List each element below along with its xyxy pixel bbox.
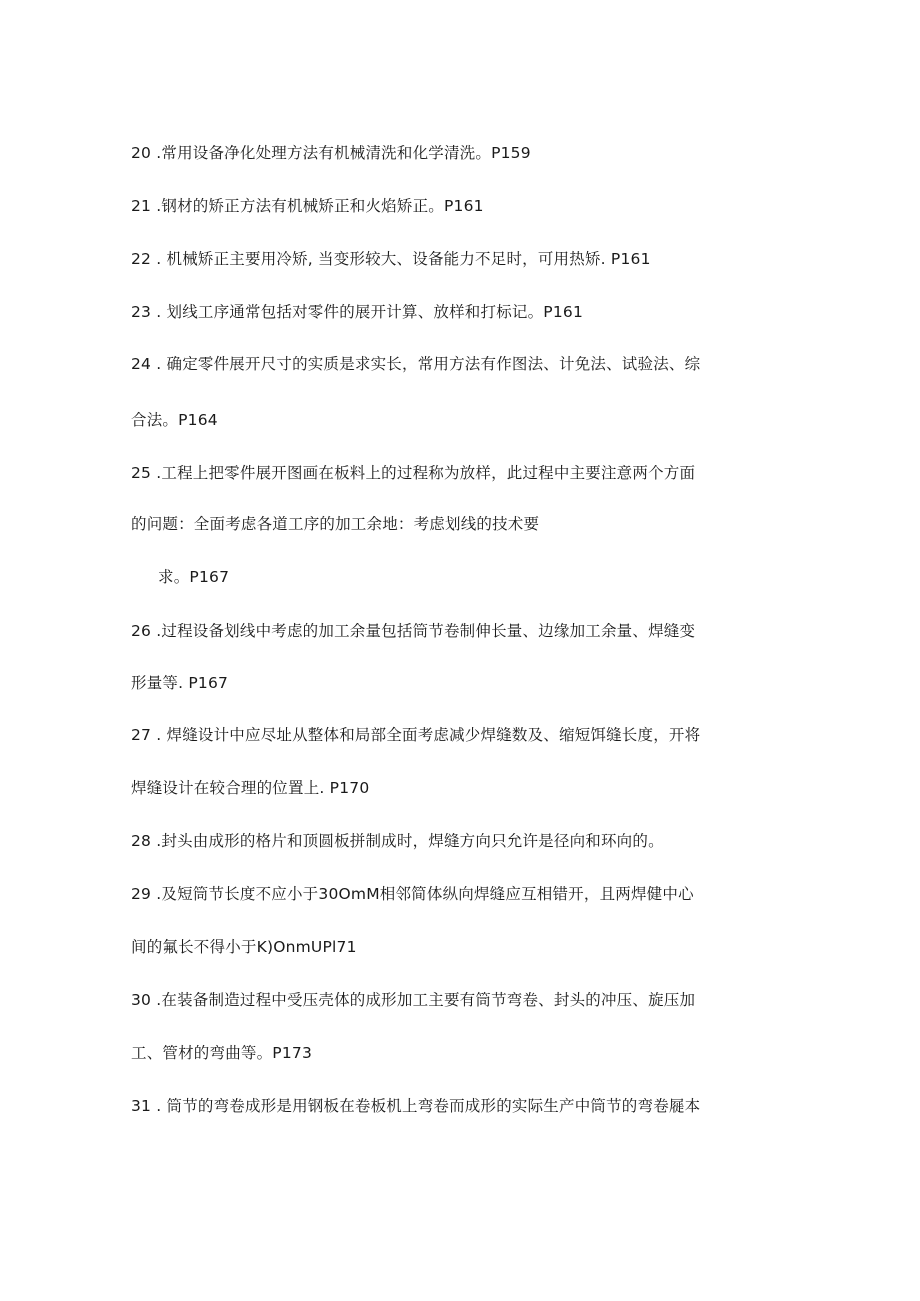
item-24-line-1: 24 . 确定零件展开尺寸的实质是求实长，常用方法有作图法、计免法、试验法、综	[131, 355, 701, 373]
item-25-line-1: 25 .工程上把零件展开图画在板料上的过程称为放样，此过程中主要注意两个方面	[131, 464, 696, 482]
item-27-line-2: 焊缝设计在较合理的位置上. P170	[131, 779, 370, 797]
item-23-line-1: 23 . 划线工序通常包括对零件的展开计算、放样和打标记。P161	[131, 303, 584, 321]
item-26-line-1: 26 .过程设备划线中考虑的加工余量包括筒节卷制伸长量、边缘加工余量、焊缝变	[131, 622, 696, 640]
item-21-line-1: 21 .钢材的矫正方法有机械矫正和火焰矫正。P161	[131, 197, 484, 215]
item-31-line-1: 31 . 筒节的弯卷成形是用钢板在卷板机上弯卷而成形的实际生产中筒节的弯卷屣本	[131, 1097, 701, 1115]
item-30-line-1: 30 .在装备制造过程中受压壳体的成形加工主要有筒节弯卷、封头的冲压、旋压加	[131, 991, 696, 1009]
item-30-line-2: 工、管材的弯曲等。P173	[131, 1044, 313, 1062]
item-26-line-2: 形量等. P167	[131, 674, 229, 692]
item-28-line-1: 28 .封头由成形的格片和顶圆板拼制成时，焊缝方向只允许是径向和环向的。	[131, 832, 664, 850]
item-20-line-1: 20 .常用设备净化处理方法有机械清洗和化学清洗。P159	[131, 144, 531, 162]
item-24-line-2: 合法。P164	[131, 411, 218, 429]
item-29-line-2: 间的氟长不得小于K)OnmUPl71	[131, 938, 357, 956]
item-25-line-3: 求。P167	[158, 568, 230, 586]
item-27-line-1: 27 . 焊缝设计中应尽址从整体和局部全面考虑减少焊缝数及、缩短饵缝长度，开将	[131, 726, 701, 744]
item-25-line-2: 的问题：全面考虑各道工序的加工余地：考虑划线的技术要	[131, 515, 540, 533]
item-29-line-1: 29 .及短筒节长度不应小于30OmM相邻简体纵向焊缝应互相错开，且两焊健中心	[131, 885, 694, 903]
item-22-line-1: 22 . 机械矫正主要用冷矫, 当变形较大、设备能力不足时，可用热矫. P161	[131, 250, 651, 268]
